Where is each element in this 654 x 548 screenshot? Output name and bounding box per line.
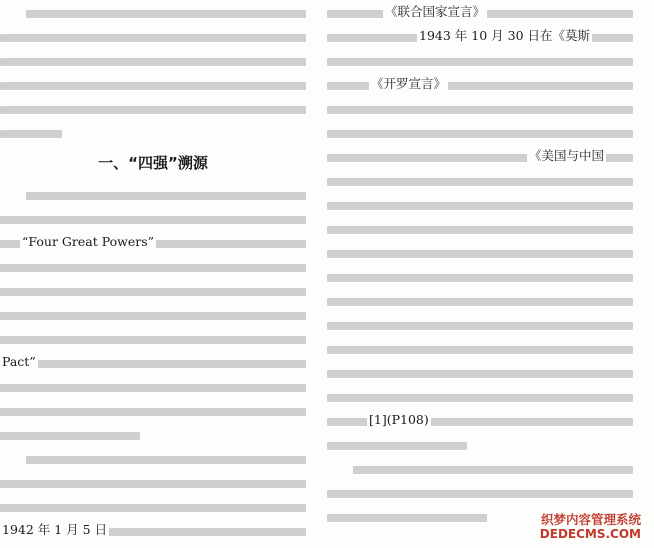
left-text-line [0, 6, 306, 19]
left-text-line [0, 126, 306, 139]
section-heading: 一、“四强”溯源 [98, 154, 208, 172]
right-inline-term: 《美国与中国 [529, 148, 605, 163]
right-text-line [327, 6, 633, 19]
right-text-line [327, 102, 633, 115]
right-text-line [327, 78, 633, 91]
left-text-line [0, 78, 306, 91]
left-text-line [0, 102, 306, 115]
right-inline-term: 《开罗宣言》 [371, 76, 447, 91]
right-text-line [327, 366, 633, 379]
right-text-line [327, 342, 633, 355]
left-text-line [0, 476, 306, 489]
watermark-line-2: DEDECMS.COM [539, 527, 641, 541]
right-text-line [327, 174, 633, 187]
left-inline-term: 1942 年 1 月 5 日 [2, 522, 108, 537]
left-text-line [0, 308, 306, 321]
right-text-line [327, 198, 633, 211]
left-text-line [0, 404, 306, 417]
right-text-line [327, 414, 633, 427]
right-text-line [327, 270, 633, 283]
left-text-line [0, 30, 306, 43]
right-text-line [327, 462, 633, 475]
right-text-line [327, 222, 633, 235]
watermark-line-1: 织梦内容管理系统 [540, 512, 641, 527]
right-text-line [327, 246, 633, 259]
right-inline-term: [1](P108) [369, 412, 429, 427]
left-text-line [0, 188, 306, 201]
left-text-line [0, 500, 306, 513]
left-inline-term: “Four Great Powers” [22, 234, 155, 249]
left-text-line [0, 428, 306, 441]
left-text-line [0, 380, 306, 393]
right-inline-term: 《联合国家宣言》 [385, 4, 486, 19]
right-text-line [327, 150, 633, 163]
left-text-line [0, 236, 306, 249]
left-text-line [0, 452, 306, 465]
left-text-line [0, 356, 306, 369]
right-text-line [327, 390, 633, 403]
right-text-line [327, 54, 633, 67]
left-text-line [0, 332, 306, 345]
left-inline-term: Pact” [2, 354, 36, 369]
left-text-line [0, 260, 306, 273]
right-text-line [327, 30, 633, 43]
left-text-line [0, 524, 306, 537]
left-text-line [0, 54, 306, 67]
right-text-line [327, 318, 633, 331]
right-text-line [327, 438, 633, 451]
left-text-line [0, 212, 306, 225]
site-watermark [537, 511, 644, 543]
left-text-line [0, 284, 306, 297]
right-text-line [327, 486, 633, 499]
right-inline-term: 1943 年 10 月 30 日在《莫斯 [419, 28, 590, 43]
right-text-line [327, 126, 633, 139]
right-text-line [327, 294, 633, 307]
